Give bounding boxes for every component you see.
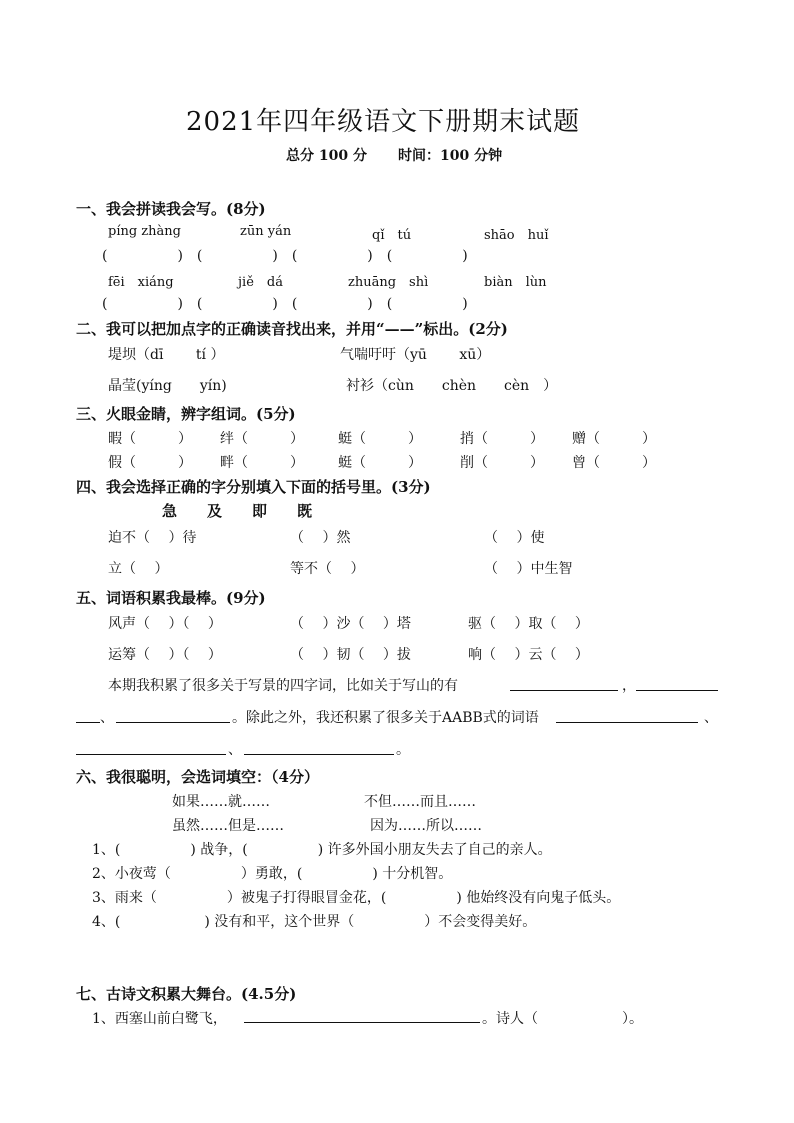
paragraph-comma: 、 — [100, 710, 114, 726]
paragraph-comma: 、 — [704, 710, 718, 726]
pinyin-1-1: píng zhàng — [108, 224, 181, 239]
blank-line — [76, 754, 226, 755]
pinyin-1-2: zūn yán — [240, 224, 292, 239]
section-3-heading: 三、火眼金睛，辨字组词。(5分) — [76, 405, 296, 423]
pinyin-1-3: qǐ tú — [372, 228, 412, 243]
paragraph-end: 。 — [396, 742, 410, 758]
char-item: 假（ ） — [108, 455, 192, 471]
char-item: 捎（ ） — [460, 431, 544, 447]
fill-sentence: 3、雨来（ ）被鬼子打得眼冒金花，( ) 他始终没有向鬼子低头。 — [92, 890, 621, 906]
fill-item: 等不（ ） — [290, 561, 365, 577]
exam-score: 总分 100 分 — [286, 148, 367, 164]
char-item: 曾（ ） — [572, 455, 656, 471]
conjunction-pair: 因为……所以…… — [370, 818, 482, 834]
section-5-heading: 五、词语积累我最棒。(9分) — [76, 589, 266, 607]
char-item: 畔（ ） — [220, 455, 304, 471]
fill-item: 迫不（ ）待 — [108, 530, 197, 546]
blank-line — [556, 722, 698, 723]
pinyin-1-4: shāo huǐ — [484, 228, 549, 243]
conjunction-pair: 如果……就…… — [172, 794, 270, 810]
blank-line — [510, 690, 618, 691]
reading-item-3: 晶莹(yíng yín) — [108, 378, 227, 394]
char-item: 暇（ ） — [108, 431, 192, 447]
exam-time: 时间：100 分钟 — [398, 148, 503, 164]
pinyin-2-1: fēi xiáng — [108, 275, 174, 290]
fill-item: （ ）然 — [290, 530, 351, 546]
poem-line-end: 。诗人（ ）。 — [482, 1011, 643, 1027]
fill-item: （ ）使 — [484, 530, 545, 546]
idiom-item: 风声（ ）（ ） — [108, 616, 222, 632]
section-2-heading: 二、我可以把加点字的正确读音找出来，并用“——”标出。(2分) — [76, 320, 508, 338]
pinyin-2-2: jiě dá — [238, 275, 283, 290]
char-item: 绊（ ） — [220, 431, 304, 447]
idiom-item: 运筹（ ）（ ） — [108, 647, 222, 663]
reading-item-2: 气喘吁吁（yū xū） — [340, 347, 491, 363]
poem-line-start: 1、西塞山前白鹭飞， — [92, 1011, 227, 1027]
idiom-item: 响（ ）云（ ） — [468, 647, 589, 663]
fill-item: （ ）中生智 — [484, 561, 573, 577]
fill-sentence: 4、( ) 没有和平，这个世界（ ）不会变得美好。 — [92, 914, 537, 930]
char-item: 赠（ ） — [572, 431, 656, 447]
char-item: 削（ ） — [460, 455, 544, 471]
section-7-heading: 七、古诗文积累大舞台。(4.5分) — [76, 985, 297, 1003]
answer-parens-row-2: ( ) ( ) ( ) ( ) — [102, 296, 468, 312]
paragraph-text-2: 。除此之外，我还积累了很多关于AABB式的词语 — [232, 710, 539, 726]
fill-item: 立（ ） — [108, 561, 169, 577]
section-4-heading: 四、我会选择正确的字分别填入下面的括号里。(3分) — [76, 478, 431, 496]
blank-line — [76, 722, 100, 723]
paragraph-comma: 、 — [228, 742, 242, 758]
idiom-item: （ ）沙（ ）塔 — [290, 616, 411, 632]
section-1-heading: 一、我会拼读我会写。(8分) — [76, 200, 266, 218]
blank-line — [636, 690, 718, 691]
paragraph-text-1: 本期我积累了很多关于写景的四字词，比如关于写山的有 — [108, 678, 458, 694]
char-item: 蜓（ ） — [338, 455, 422, 471]
exam-title: 2021年四年级语文下册期末试题 — [186, 107, 581, 137]
idiom-item: （ ）韧（ ）拔 — [290, 647, 411, 663]
blank-line — [244, 1022, 480, 1023]
reading-item-4: 衬衫（cùn chèn cèn ） — [346, 378, 558, 394]
idiom-item: 驱（ ）取（ ） — [468, 616, 589, 632]
pinyin-2-4: biàn lùn — [484, 275, 547, 290]
pinyin-2-3: zhuāng shì — [348, 275, 429, 290]
reading-item-1: 堤坝（dī tí ） — [108, 347, 225, 363]
fill-sentence: 2、小夜莺（ ）勇敢，( ) 十分机智。 — [92, 866, 453, 882]
blank-line — [244, 754, 394, 755]
conjunction-pair: 不但……而且…… — [364, 794, 476, 810]
paragraph-comma: ， — [622, 678, 636, 694]
conjunction-pair: 虽然……但是…… — [172, 818, 284, 834]
answer-parens-row-1: ( ) ( ) ( ) ( ) — [102, 248, 468, 264]
blank-line — [116, 722, 230, 723]
choice-characters: 急 及 即 既 — [162, 502, 313, 520]
section-6-heading: 六、我很聪明，会选词填空：（4分） — [76, 768, 319, 786]
fill-sentence: 1、( ) 战争，( ) 许多外国小朋友失去了自己的亲人。 — [92, 842, 552, 858]
char-item: 蜓（ ） — [338, 431, 422, 447]
